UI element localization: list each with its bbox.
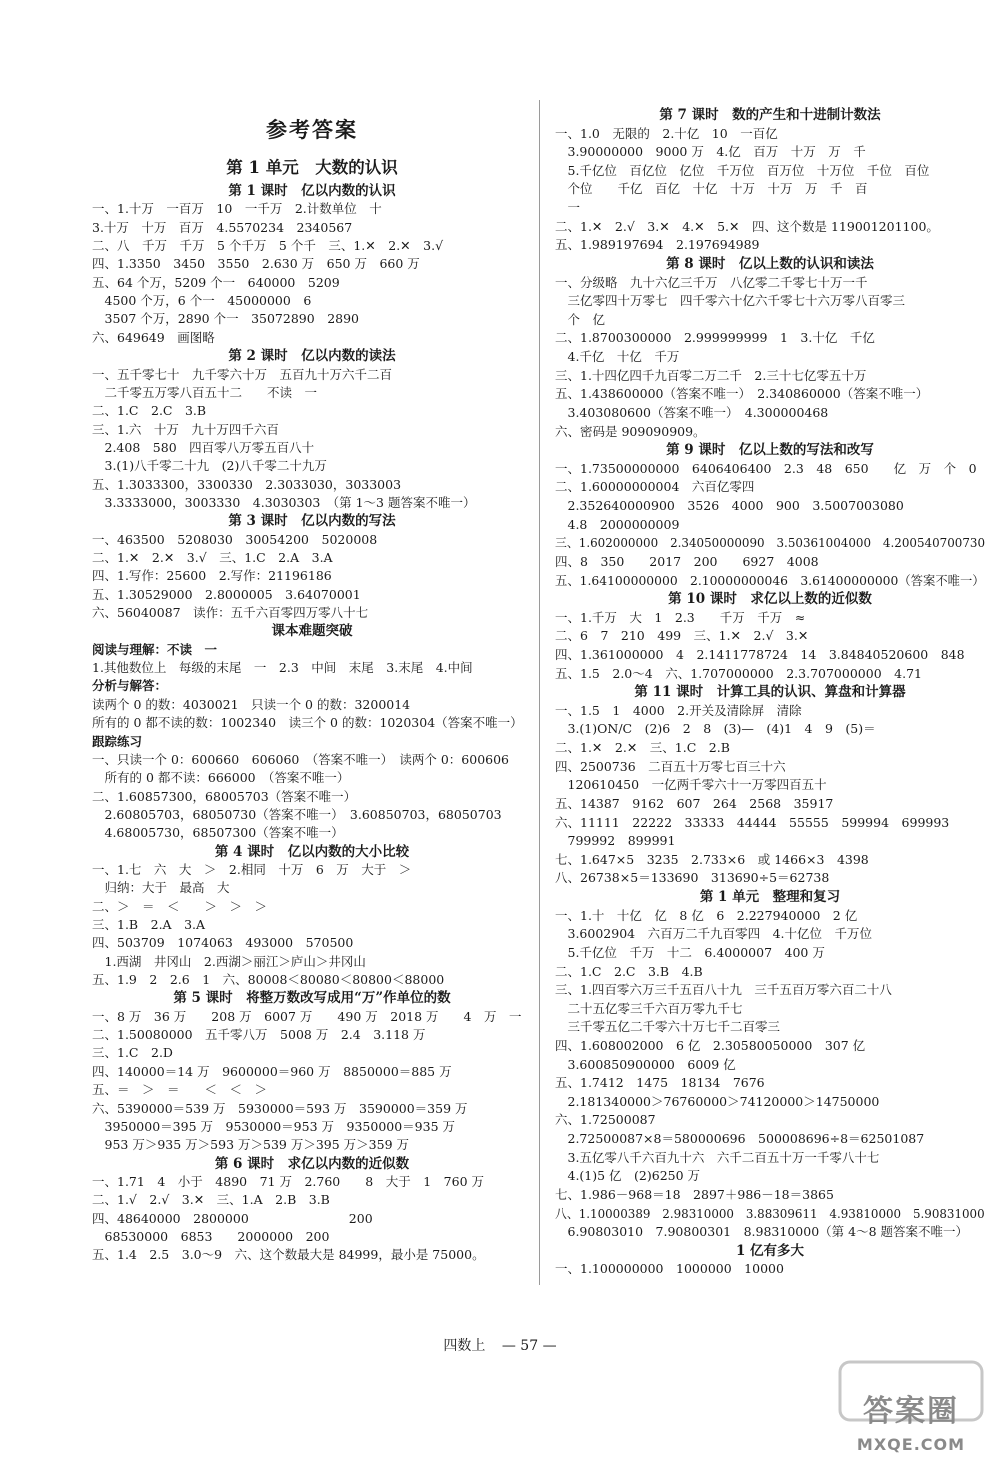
answer-line: 4.千亿 十亿 千万 — [555, 349, 680, 365]
page-title: 参考答案 — [266, 117, 358, 142]
answer-line: 2.60805703，68050730（答案不唯一） 3.60850703，68050703 — [92, 806, 502, 822]
watermark-text — [836, 1390, 986, 1456]
answer-line: 二、1.60857300，68005703（答案不唯一） — [92, 788, 357, 804]
answer-line: 二、1.C 2.C 3.B — [92, 403, 207, 419]
answer-line: 五、＝ ＞ ＝ ＜ ＜ ＞ — [92, 1082, 268, 1098]
answer-line: 六、56040087 读作：五千六百零四万零八十七 — [92, 605, 369, 621]
answer-line: 3507 个万，2890 个一 35072890 2890 — [92, 311, 360, 327]
answer-line: 八、26738×5＝133690 313690÷5＝62738 — [555, 870, 830, 886]
page-number: — 57 — — [501, 1338, 557, 1354]
answer-line: 6.90803010 7.90800301 8.98310000（第 4～8 题答案不唯一） — [555, 1224, 969, 1240]
answer-line: 二、1.8700300000 2.999999999 1 3.十亿 千亿 — [555, 330, 875, 346]
answer-line: 二十五亿零三千六百万零九千七 — [555, 1000, 743, 1016]
answer-line: 六、11111 22222 33333 44444 55555 599994 699993 — [555, 814, 950, 830]
answer-line: 四、2500736 二百五十万零七百三十六 — [555, 758, 786, 774]
lesson-heading: 1 亿有多大 — [735, 1242, 805, 1259]
answer-line: 阅读与理解：不读 一 — [92, 641, 218, 657]
lesson-heading: 第 1 课时 亿以内数的认识 — [228, 183, 396, 199]
answer-line: 六、649649 画图略 — [92, 329, 215, 345]
answer-line: 五、14387 9162 607 264 2568 35917 — [555, 795, 834, 811]
answer-line: 三、1.602000000 2.34050000090 3.50361004000 4.200540700730 — [555, 535, 986, 551]
answer-line: 一、1.十万 一百万 10 一千万 2.计数单位 十 — [92, 201, 382, 217]
answer-line: 2.408 580 四百零八万零五百八十 — [92, 439, 315, 455]
answer-line: 二、八 千万 千万 5 个千万 5 个千 三、1.✕ 2.✕ 3.√ — [92, 238, 444, 254]
answer-line: 1.西湖 井冈山 2.西湖＞丽江＞庐山＞井冈山 — [92, 953, 366, 969]
lesson-heading: 第 2 课时 亿以内数的读法 — [228, 348, 396, 365]
answer-line: 一、1.0 无限的 2.十亿 10 一百亿 — [555, 125, 778, 141]
lesson-heading: 第 6 课时 求亿以内数的近似数 — [214, 1155, 410, 1172]
answer-line: 4.8 2000000009 — [555, 516, 680, 532]
answer-line: 二、1.60000000004 六百亿零四 — [555, 479, 755, 495]
answer-line: 四、1.3350 3450 3550 2.630 万 650 万 660 万 — [92, 256, 420, 272]
answer-line: 个位 千亿 百亿 十亿 十万 十万 万 千 百 — [555, 181, 868, 197]
answer-line: 六、5390000＝539 万 5930000＝593 万 3590000＝359 万 — [92, 1100, 468, 1116]
lesson-heading: 第 8 课时 亿以上数的认识和读法 — [666, 255, 874, 272]
answer-line: 五、64 个万，5209 个一 640000 5209 — [92, 274, 340, 290]
lesson-heading: 第 4 课时 亿以内数的大小比较 — [214, 843, 410, 860]
answer-line: 3.3333000，3003330 4.3030303 （第 1～3 题答案不唯一） — [92, 494, 476, 510]
answer-line: 五、1.5 2.0～4 六、1.707000000 2.3.707000000 4.71 — [555, 665, 922, 681]
answer-line: 读两个 0 的数：4030021 只读一个 0 的数：3200014 — [92, 696, 411, 712]
answer-line: 953 万＞935 万＞593 万＞539 万＞395 万＞359 万 — [92, 1137, 409, 1153]
answer-line: 五、1.7412 1475 18134 7676 — [555, 1075, 765, 1091]
answer-line: 五、1.30529000 2.8000005 3.64070001 — [92, 586, 361, 602]
answer-line: 五、1.4 2.5 3.0～9 六、这个数最大是 84999，最小是 75000。 — [92, 1247, 485, 1263]
answer-line: 一、1.5 1 4000 2.开关及清除屏 清除 — [555, 702, 802, 718]
answer-line: 5.千亿位 百亿位 亿位 千万位 百万位 十万位 千位 百位 — [555, 162, 930, 178]
answer-line: 3.(1)八千零二十九 (2)八千零二十九万 — [92, 458, 327, 474]
answer-line: 120610450 一亿两千零六十一万零四百五十 — [555, 777, 827, 793]
answer-line: 3.600850900000 6009 亿 — [555, 1056, 736, 1072]
answer-line: 四、8 350 2017 200 6927 4008 — [555, 553, 819, 569]
lesson-heading: 第 1 单元 整理和复习 — [699, 889, 841, 906]
lesson-heading: 第 10 课时 求亿以上数的近似数 — [668, 591, 872, 608]
lesson-heading: 第 9 课时 亿以上数的写法和改写 — [666, 442, 874, 459]
answer-line: 六、1.72500087 — [555, 1112, 656, 1128]
answer-line: 三、1.十四亿四千九百零二万二千 2.三十七亿零五十万 — [555, 367, 867, 383]
answer-line: 一、8 万 36 万 208 万 6007 万 490 万 2018 万 4 万 一 — [92, 1008, 522, 1024]
page-footer — [0, 1336, 1000, 1356]
lesson-heading: 第 7 课时 数的产生和十进制计数法 — [659, 107, 881, 123]
answer-line: 799992 899991 — [555, 833, 676, 849]
answer-line: 一、分级略 九十六亿三千万 八亿零二千零七十万一千 — [555, 274, 868, 290]
answer-line: 五、1.3033300，3300330 2.3033030，3033003 — [92, 476, 402, 492]
answer-line: 4.68005730，68507300（答案不唯一） — [92, 825, 344, 841]
answer-line: 二、1.✕ 2.✕ 3.√ 三、1.C 2.A 3.A — [92, 550, 333, 565]
answer-line: 2.72500087×8＝580000696 500008696÷8＝62501087 — [555, 1131, 925, 1147]
answer-line: 一、1.71 4 小于 4890 71 万 2.760 8 大于 1 760 万 — [92, 1173, 484, 1189]
answer-line: 一、只读一个 0：600660 606060 （答案不唯一） 读两个 0：600606 — [92, 751, 510, 767]
answer-line: 3.(1)ON/C (2)6 2 8 (3)— (4)1 4 9 (5)＝ — [555, 721, 876, 737]
answer-line: 四、140000＝14 万 9600000＝960 万 8850000＝885 万 — [92, 1063, 452, 1079]
answer-line: 个 亿 — [555, 311, 606, 327]
answer-line: 二、1.50080000 五千零八万 5008 万 2.4 3.118 万 — [92, 1027, 426, 1043]
answer-line: 五、1.438600000（答案不唯一） 2.340860000（答案不唯一） — [555, 386, 929, 402]
watermark-line2: MXQE.COM — [856, 1435, 966, 1454]
lesson-heading: 课本难题突破 — [271, 623, 353, 640]
answer-line: 归纳：大于 最高 大 — [92, 880, 230, 896]
lesson-heading: 第 11 课时 计算工具的认识、算盘和计算器 — [634, 684, 906, 701]
answer-line: 一、1.十 十亿 亿 8 亿 6 2.227940000 2 亿 — [555, 907, 858, 923]
answer-line: 68530000 6853 2000000 200 — [92, 1228, 330, 1244]
answer-line: 一、1.千万 大 1 2.3 千万 千万 ≈ — [555, 609, 806, 625]
answer-line: 分析与解答： — [92, 678, 168, 694]
answer-line: 2.352640000900 3526 4000 900 3.5007003080 — [555, 498, 904, 514]
answer-line: 3.6002904 六百万二千九百零四 4.十亿位 千万位 — [555, 926, 873, 942]
answer-line: 1.其他数位上 每级的末尾 一 2.3 中间 末尾 3.末尾 4.中间 — [92, 660, 473, 676]
answer-line: 五、1.989197694 2.197694989 — [555, 237, 760, 253]
answer-line: 3.五亿零八千六百九十六 六千二百五十万一千零八十七 — [555, 1149, 880, 1165]
answer-line: 3.403080600（答案不唯一） 4.300000468 — [555, 404, 829, 420]
answer-line: 三、1.B 2.A 3.A — [92, 917, 206, 932]
answer-line: 二、6 7 210 499 三、1.✕ 2.√ 3.✕ — [555, 628, 809, 644]
answer-line: 三亿零四十万零七 四千零六十亿六千零七十六万零八百零三 — [555, 293, 906, 309]
lesson-heading: 第 3 课时 亿以内数的写法 — [228, 513, 396, 530]
answer-line: 一、1.七 六 大 ＞ 2.相同 十万 6 万 大于 ＞ — [92, 861, 412, 877]
answer-line: 跟踪练习 — [92, 733, 143, 749]
answer-line: 一、463500 5208030 30054200 5020008 — [92, 531, 378, 547]
answer-line: 一 — [555, 200, 581, 216]
answer-line: 一、1.100000000 1000000 10000 — [555, 1261, 784, 1277]
answer-line: 三、1.C 2.D — [92, 1045, 173, 1061]
answer-line: 七、1.647×5 3235 2.733×6 或 1466×3 4398 — [555, 851, 869, 867]
answer-line: 一、1.73500000000 6406406400 2.3 48 650 亿 万 个 0 — [555, 460, 977, 476]
answer-line: 三千零五亿二千零六十万七千二百零三 — [555, 1019, 781, 1035]
answer-line: 四、503709 1074063 493000 570500 — [92, 935, 354, 951]
answer-line: 七、1.986－968＝18 2897＋986－18＝3865 — [555, 1186, 834, 1202]
answer-line: 三、1.四百零六万三千五百八十九 三千五百万零六百二十八 — [555, 982, 892, 998]
answer-line: 一、五千零七十 九千零六十万 五百九十万六千二百 — [92, 366, 393, 382]
answer-line: 2.181340000＞76760000＞74120000＞14750000 — [555, 1093, 880, 1109]
answer-line: 所有的 0 都不读：666000 （答案不唯一） — [92, 770, 350, 786]
answer-line: 二、1.C 2.C 3.B 4.B — [555, 963, 703, 979]
answer-line: 5.千亿位 千万 十二 6.4000007 400 万 — [555, 944, 825, 960]
unit-title: 第 1 单元 大数的认识 — [226, 158, 398, 177]
answer-line: 四、1.写作：25600 2.写作：21196186 — [92, 568, 332, 584]
answer-line: 四、1.608002000 6 亿 2.30580050000 307 亿 — [555, 1038, 866, 1053]
answer-line: 二、＞ ＝ ＜ ＞ ＞ ＞ — [92, 898, 268, 914]
answer-line: 三、1.六 十万 九十万四千六百 — [92, 421, 279, 437]
column-divider — [539, 100, 540, 1285]
answer-line: 二、1.√ 2.√ 3.✕ 三、1.A 2.B 3.B — [92, 1192, 330, 1208]
footer-subject: 四数上 — [443, 1338, 486, 1354]
answer-line: 4.(1)5 亿 (2)6250 万 — [555, 1168, 701, 1184]
answer-line: 八、1.10000389 2.98310000 3.88309611 4.93810000 5.90831000 — [555, 1205, 985, 1221]
answer-line: 五、1.9 2 2.6 1 六、80008＜80080＜80800＜88000 — [92, 972, 445, 988]
answer-line: 3950000＝395 万 9530000＝953 万 9350000＝935 万 — [92, 1118, 456, 1134]
answer-line: 二、1.✕ 2.√ 3.✕ 4.✕ 5.✕ 四、这个数是 119001201100。 — [555, 218, 939, 234]
lesson-heading: 第 5 课时 将整万数改写成用“万”作单位的数 — [173, 990, 451, 1007]
answer-line: 四、48640000 2800000 200 — [92, 1210, 373, 1226]
watermark-line1: 答案圈 — [863, 1394, 959, 1429]
answer-line: 五、1.64100000000 2.10000000046 3.61400000000（答案不唯一） — [555, 572, 985, 588]
answer-line: 所有的 0 都不读的数：1002340 读三个 0 的数：1020304（答案不唯一） — [92, 715, 523, 731]
answer-line: 二千零五万零八百五十二 不读 一 — [92, 384, 318, 400]
answer-line: 3.十万 十万 百万 4.5570234 2340567 — [92, 219, 353, 235]
answer-line: 4500 个万，6 个一 45000000 6 — [92, 293, 312, 309]
answer-line: 四、1.361000000 4 2.1411778724 14 3.84840520600 848 — [555, 646, 965, 662]
answer-line: 二、1.✕ 2.✕ 三、1.C 2.B — [555, 740, 730, 756]
answer-line: 3.90000000 9000 万 4.亿 百万 十万 万 千 — [555, 144, 866, 160]
answer-line: 六、密码是 909090909。 — [555, 423, 706, 439]
